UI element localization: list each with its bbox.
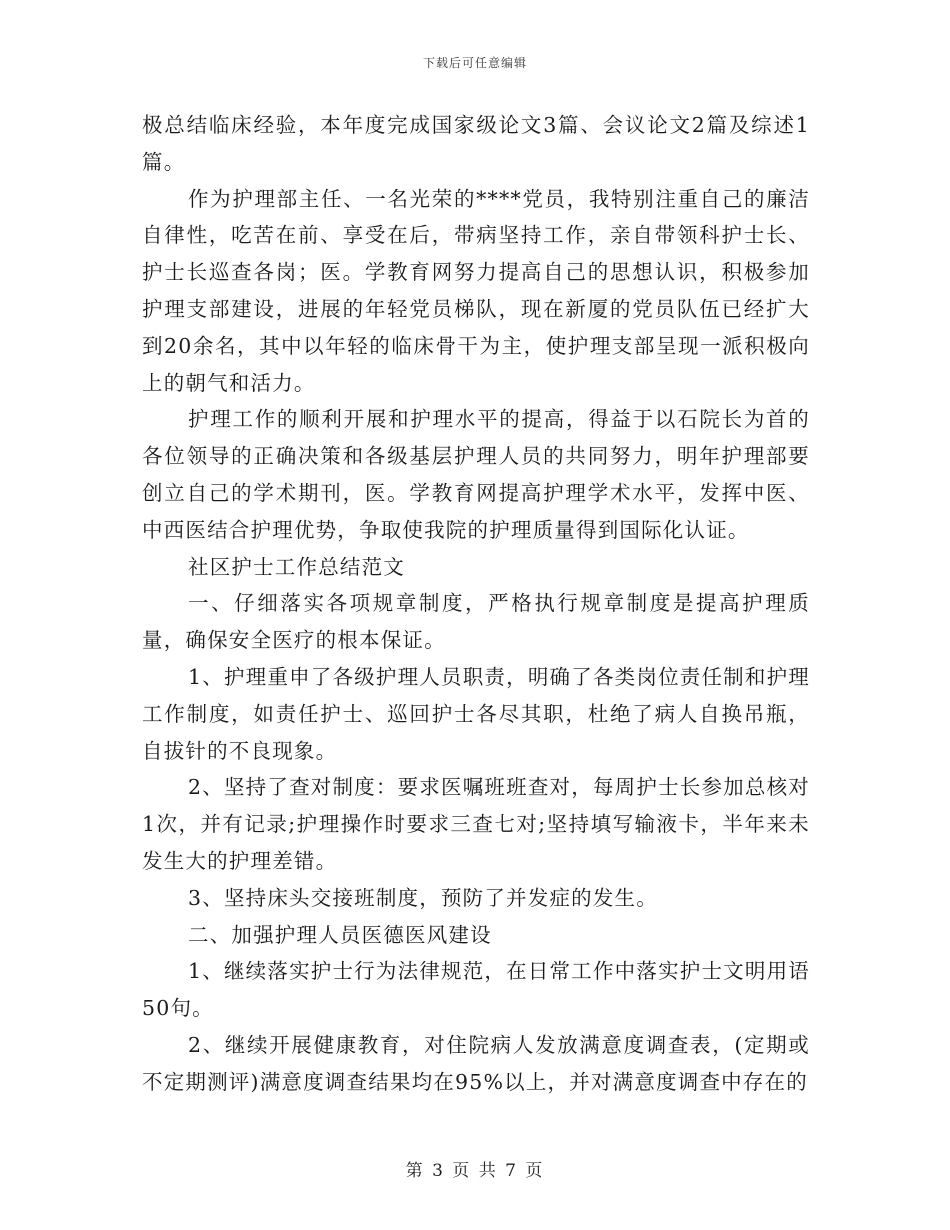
page-footer: 第 3 页 共 7 页 — [405, 1161, 545, 1181]
section-heading-2: 二、加强护理人员医德医风建设 — [188, 922, 492, 947]
list-item-2-1: 1、继续落实护士行为法律规范，在日常工作中落实护士文明用语50句。 — [142, 959, 810, 1021]
paragraph-3: 护理工作的顺利开展和护理水平的提高，得益于以石院长为首的各位领导的正确决策和各级基层护理人员的共同努力，明年护理部要创立自己的学术期刊，医。学教育网提高护理学术水平，发挥中医、中西医结合护理优势，争取使我院的护理质量得到国际化认证。 — [142, 407, 810, 542]
paragraph-1: 极总结临床经验，本年度完成国家级论文3篇、会议论文2篇及综述1篇。 — [142, 113, 810, 174]
paragraph-2: 作为护理部主任、一名光荣的****党员，我特别注重自己的廉洁自律性，吃苦在前、享受在后，带病坚持工作，亲自带领科护士长、护士长巡查各岗；医。学教育网努力提高自己的思想认识，积极参加护理支部建设，进展的年轻党员梯队，现在新厦的党员队伍已经扩大到20余名，其中以年轻的临床骨干为主，使护理支部呈现一派积极向上的朝气和活力。 — [142, 186, 810, 395]
section-heading-1: 一、仔细落实各项规章制度，严格执行规章制度是提高护理质量，确保安全医疗的根本保证。 — [142, 591, 810, 653]
section-title: 社区护士工作总结范文 — [188, 554, 405, 579]
list-item-1-1: 1、护理重申了各级护理人员职责，明确了各类岗位责任制和护理工作制度，如责任护士、巡回护士各尽其职，杜绝了病人自换吊瓶，自拔针的不良现象。 — [142, 664, 810, 763]
list-item-1-2: 2、坚持了查对制度：要求医嘱班班查对，每周护士长参加总核对1次，并有记录;护理操作时要求三查七对;坚持填写输液卡，半年来未发生大的护理差错。 — [142, 775, 810, 873]
page-header: 下载后可任意编辑 — [422, 56, 527, 70]
list-item-1-3: 3、坚持床头交接班制度，预防了并发症的发生。 — [188, 885, 658, 910]
list-item-2-2: 2、继续开展健康教育，对住院病人发放满意度调查表，(定期或不定期测评)满意度调查结果均在95%以上，并对满意度调查中存在的 — [142, 1032, 810, 1094]
document-body — [142, 107, 810, 1101]
